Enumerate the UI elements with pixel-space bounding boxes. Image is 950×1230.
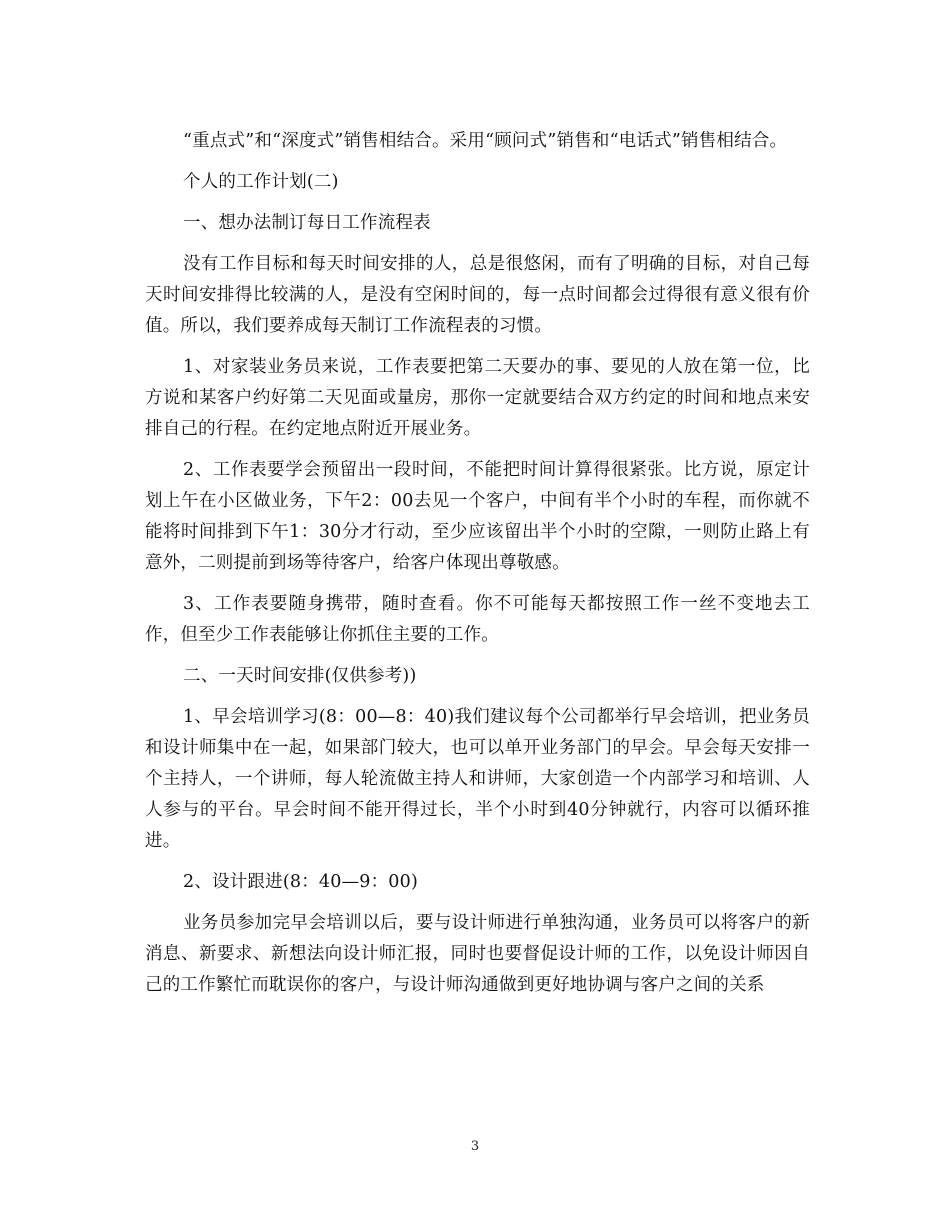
heading-daily-workflow: 一、想办法制订每日工作流程表: [183, 213, 431, 233]
paragraph-morning-training: 1、早会培训学习(8：00—8：40)我们建议每个公司都举行早会培训，把业务员和设计师集中在一起，如果部门较大，也可以单开业务部门的早会。早会每天安排一个主持人，一个讲师，每人轮流做主持人和讲师，大家创造一个内部学习和培训、人人参与的平台。早会时间不能开得过长，半个小时到40分钟就行，内容可以循环推进。: [145, 707, 810, 851]
paragraph-item-1-priority: 1、对家装业务员来说，工作表要把第二天要办的事、要见的人放在第一位，比方说和某客户约好第二天见面或量房，那你一定就要结合双方约定的时间和地点来安排自己的行程。在约定地点附近开展业务。: [145, 357, 810, 439]
section-title-personal-plan-2: 个人的工作计划(二): [183, 172, 339, 192]
paragraph-designer-communication: 业务员参加完早会培训以后，要与设计师进行单独沟通，业务员可以将客户的新消息、新要求、新想法向设计师汇报，同时也要督促设计师的工作，以免设计师因自己的工作繁忙而耽误你的客户，与设计师沟通做到更好地协调与客户之间的关系: [145, 913, 810, 995]
heading-design-followup: 2、设计跟进(8：40—9：00): [183, 872, 418, 892]
paragraph-item-2-buffer-time: 2、工作表要学会预留出一段时间，不能把时间计算得很紧张。比方说，原定计划上午在小区做业务，下午2：00去见一个客户，中间有半个小时的车程，而你就不能将时间排到下午1：30分才行动，至少应该留出半个小时的空隙，一则防止路上有意外，二则提前到场等待客户，给客户体现出尊敬感。: [145, 460, 810, 573]
paragraph-goals-and-time: 没有工作目标和每天时间安排的人，总是很悠闲，而有了明确的目标，对自己每天时间安排得比较满的人，是没有空闲时间的，每一点时间都会过得很有意义很有价值。所以，我们要养成每天制订工作流程表的习惯。: [145, 254, 810, 336]
document-body: [145, 126, 810, 1011]
paragraph-sales-combination: “重点式”和“深度式”销售相结合。采用“顾问式”销售和“电话式”销售相结合。: [183, 131, 788, 151]
page-number: 3: [470, 1139, 480, 1154]
heading-daily-schedule: 二、一天时间安排(仅供参考)): [183, 666, 417, 686]
paragraph-item-3-carry-schedule: 3、工作表要随身携带，随时查看。你不可能每天都按照工作一丝不变地去工作，但至少工作表能够让你抓住主要的工作。: [145, 594, 810, 645]
